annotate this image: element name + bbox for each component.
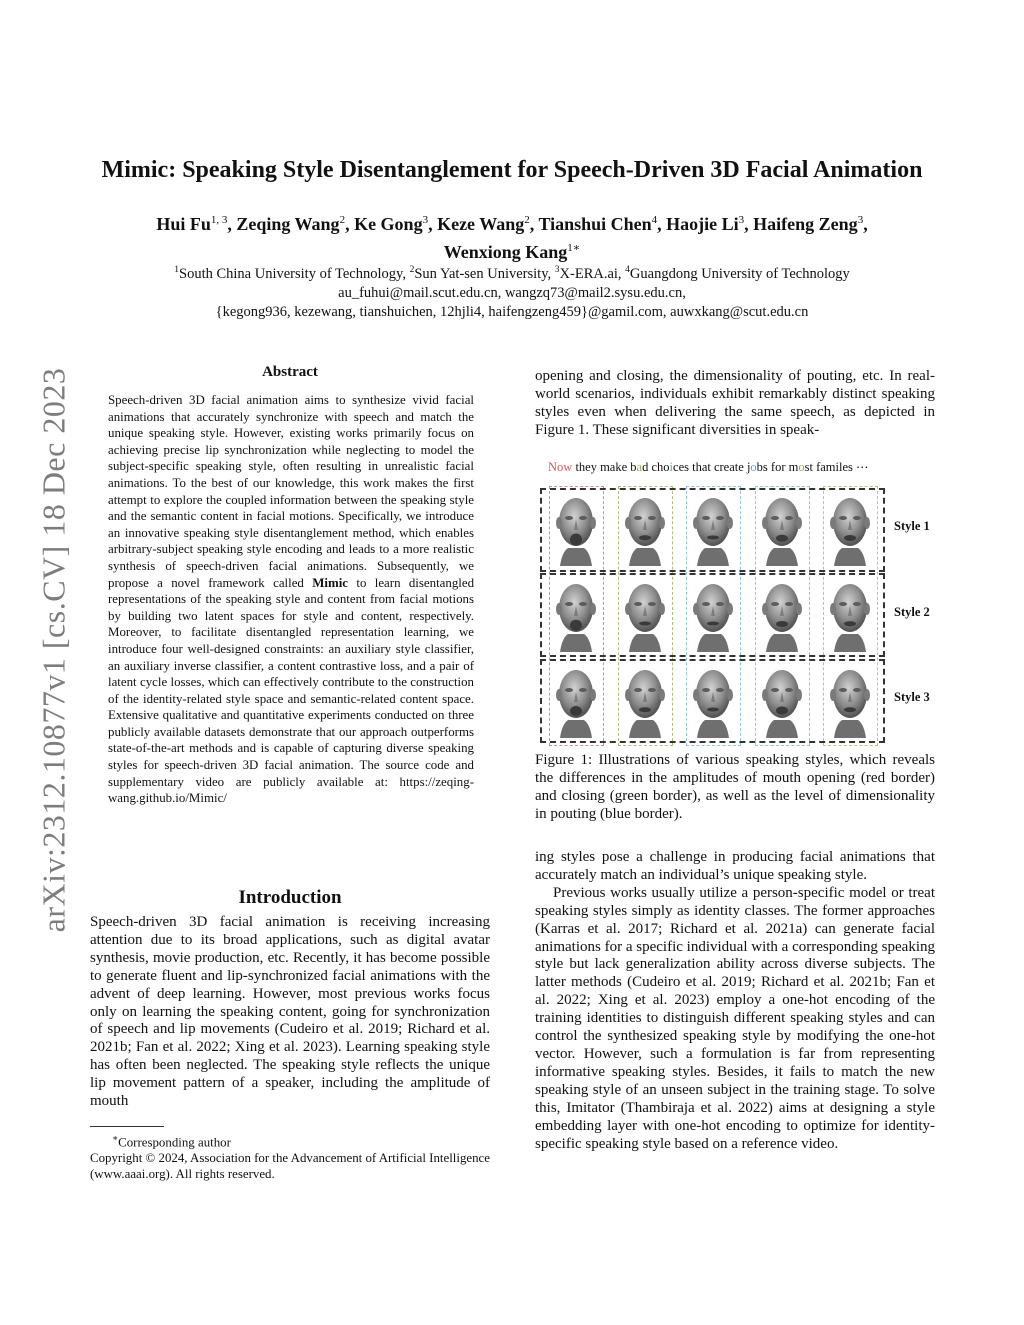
affiliations <box>40 261 984 322</box>
abstract-heading: Abstract <box>262 364 318 380</box>
face-render <box>685 492 741 566</box>
sentence-fragment: a <box>636 460 643 474</box>
arxiv-stamp[interactable]: arXiv:2312.10877v1 [cs.CV] 18 Dec 2023 <box>35 367 72 933</box>
introduction-text: Speech-driven 3D facial animation is receiving increasing attention due to its broad applications, such as digital avatar synthesis, movie production, etc. Recently, it has become possible to generate fluent and lip-synchronized facial animations with the advent of deep learning. However, most previous works focus only on learning the speaking content, going for synchronization of speech and lip movements (Cudeiro et al. 2019; Richard et al. 2021b; Fan et al. 2022; Xing et al. 2023). Learning speaking style has often been neglected. The speaking style reflects the unique lip movement pattern of a speaker, including the amplitude of mouth <box>90 914 490 1110</box>
author: Zeqing Wang$^2$, <box>236 214 355 234</box>
face-render <box>617 492 673 566</box>
face-render <box>822 578 878 652</box>
style-label: Style 2 <box>894 605 930 619</box>
right-column-text-top: opening and closing, the dimensionality of pouting, etc. In real-world scenarios, individuals exhibit remarkably distinct speaking styles even when delivering the same speech, as depicted in Figure 1. These significant diversities in speak- <box>535 368 935 438</box>
face-render <box>754 578 810 652</box>
face-render <box>548 492 604 566</box>
abstract-body: Speech-driven 3D facial animation aims to synthesize vivid facial animations that accurately synchronize with speech and match the unique speaking style. However, existing works primarily focus on achieving precise lip synchronization while neglecting to model the subject-specific speaking style, often resulting in unrealistic facial animations. To the best of our knowledge, this work makes the first attempt to explore the coupled information between the speaking style and the semantic content in facial motions. Specifically, we introduce an innovative speaking style disentanglement method, which enables arbitrary-subject speaking style encoding and leads to a more realistic synthesis of speech-driven facial animations. Subsequently, we propose a novel framework called Mimic to learn disentangled representations of the speaking style and content from facial motions by building two latent spaces for style and content, respectively. Moreover, to facilitate disentangled representation learning, we introduce four well-designed constraints: an auxiliary style classifier, an auxiliary inverse classifier, a content contrastive loss, and a pair of latent cycle losses, which can effectively contribute to the construction of the identity-related style space and semantic-related content space. Extensive qualitative and quantitative experiments conducted on three publicly available datasets demonstrate that our approach outperforms state-of-the-art methods and is capable of capturing diverse speaking styles for speech-driven 3D facial animation. The source code and supplementary video are publicly available at: https://zeqing-wang.github.io/Mimic/ <box>108 393 475 806</box>
sentence-fragment: w <box>563 460 573 474</box>
affiliation-line: $^1$South China University of Technology, $^2$Sun Yat-sen University, $^3$X-ERA.ai, $^4$Guangdong University of Technology <box>174 265 850 282</box>
author: Wenxiong Kang$^{1∗}$ <box>443 242 581 262</box>
face-render <box>685 578 741 652</box>
author: Haojie Li$^3$, <box>666 214 754 234</box>
paragraph: Previous works usually utilize a person-specific model or treat speaking styles simply as identity classes. The former approaches (Karras et al. 2017; Richard et al. 2021a) can generate facial animations for a specific individual with a corresponding speaking style but lack generalization ability across diverse subjects. The latter methods (Cudeiro et al. 2019; Richard et al. 2021b; Fan et al. 2022; Xing et al. 2023) employ a one-hot encoding of the training identities to distinguish different speaking styles and can control the synthesized speaking style by modifying the one-hot vector. However, such a formulation is far from representing informative speaking styles. Besides, it fails to match the new speaking style of an unseen subject in the training stage. To solve this, Imitator (Thambiraja et al. 2022) aims at designing a style embedding layer with one-hot encoding to optimize for identity-specific speaking style based on a reference video. <box>535 884 935 1152</box>
sentence-fragment: m <box>788 460 799 474</box>
sentence-fragment: bs for <box>756 460 789 474</box>
author: Keze Wang$^2$, <box>437 214 539 234</box>
paper-title: Mimic: Speaking Style Disentanglement for Speech-Driven 3D Facial Animation <box>101 157 923 183</box>
section-heading-introduction: Introduction <box>238 887 342 908</box>
sentence-fragment: ces that create <box>673 460 747 474</box>
face-render <box>822 664 878 738</box>
footnote-rule <box>90 1126 164 1127</box>
figure-sentence <box>548 459 869 475</box>
figure-caption: Figure 1: Illustrations of various speaking styles, which reveals the differences in the amplitudes of mouth opening (red border) and closing (green border), as well as the level of dimensionality in pouting (blue border). <box>535 752 935 822</box>
paragraph: ing styles pose a challenge in producing facial animations that accurately match an individual’s unique speaking style. <box>535 849 935 883</box>
sentence-fragment: they make <box>572 460 631 474</box>
email-line: {kegong936, kezewang, tianshuichen, 12hjli4, haifengzeng459}@gamil.com, auwxkang@scut.edu.cn <box>215 303 809 320</box>
sentence-fragment: j <box>746 460 751 474</box>
footnote <box>90 1130 490 1182</box>
footnote-corresponding: ∗Corresponding author <box>112 1133 231 1150</box>
face-render <box>754 664 810 738</box>
face-render <box>548 664 604 738</box>
right-column-text-bottom <box>535 849 935 1153</box>
sentence-fragment: d cho <box>642 460 670 474</box>
sentence-fragment: b <box>630 460 637 474</box>
face-render <box>548 578 604 652</box>
author: Haifeng Zeng$^3$, <box>753 214 868 234</box>
author: Tianshui Chen$^4$, <box>538 214 667 234</box>
style-label: Style 1 <box>894 519 930 533</box>
copyright-notice: Copyright © 2024, Association for the Advancement of Artificial Intelligence (www.aaai.org). All rights reserved. <box>90 1151 490 1182</box>
author: Hui Fu$^{1, 3}$, <box>156 214 237 234</box>
face-render <box>617 664 673 738</box>
email-line: au_fuhui@mail.scut.edu.cn, wangzq73@mail2.sysu.edu.cn, <box>338 284 686 301</box>
face-render <box>685 664 741 738</box>
sentence-fragment: i <box>669 460 674 474</box>
face-render <box>822 492 878 566</box>
sentence-fragment: No <box>548 460 564 474</box>
sentence-fragment: o <box>750 460 757 474</box>
face-render <box>754 492 810 566</box>
sentence-fragment: o <box>798 460 805 474</box>
author: Ke Gong$^3$, <box>354 214 438 234</box>
author-list <box>60 208 964 264</box>
sentence-fragment: st familes ⋯ <box>804 460 869 474</box>
style-label: Style 3 <box>894 690 930 704</box>
face-render <box>617 578 673 652</box>
